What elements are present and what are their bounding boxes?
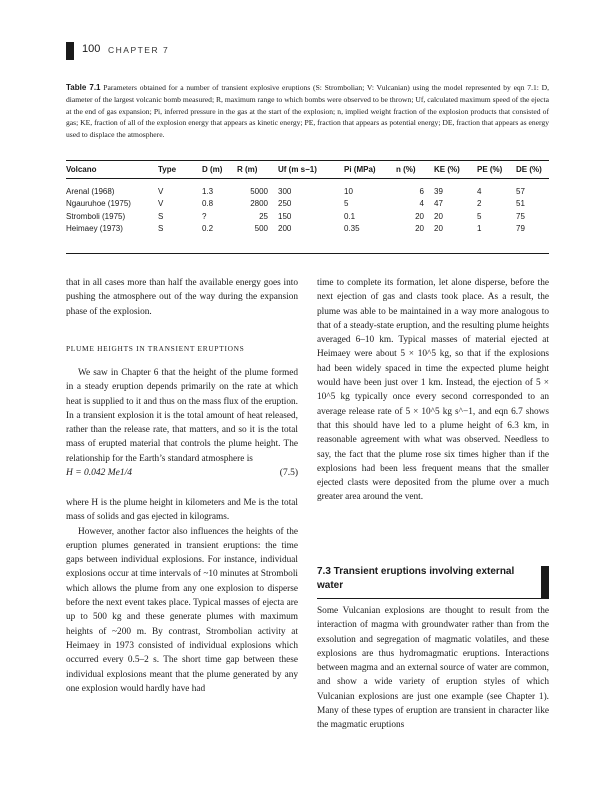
cell: 10 [344,186,353,196]
equation-7-5 [66,468,298,478]
running-head: CHAPTER 7 [108,45,170,55]
col-pi: Pi (MPa) [344,164,376,174]
col-ke: KE (%) [434,164,460,174]
cell: 57 [516,186,525,196]
cell: 4 [419,199,424,209]
col-type: Type [158,164,177,174]
cell: Stromboli (1975) [66,211,126,221]
col-pe: PE (%) [477,164,503,174]
col-de: DE (%) [516,164,542,174]
table-row [66,210,549,223]
right-para-1: time to complete its formation, let alone disperse, before the next ejection of gas and clasts took place. As a result, the plume was able to be maintained in a way more analogous to that of a steady-state eruption, and the resulting plume heights averaged 6–10 km. Typical masses of material ejected at Heimaey were about 5 × 10^5 kg, so that if the explosions had been widely spaced in time the expected plume height would have been just over 1 km. Instead, the ejection of 5 × 10^5 kg typically once every second corresponded to an average release rate of 5 × 10^5 kg s^−1, and eqn 6.7 shows that this should have led to a plume height of 6.3 km, in reasonable agreement with what was observed. Needless to say, the fact that the plume rose six times higher than if the explosions had been less frequent means that the smaller ejected clasts were deposited from the plume over a much greater area around the vent. [317,278,549,503]
cell: Heimaey (1973) [66,224,123,234]
table-bottom-rule [66,253,549,254]
header-bar [66,42,74,60]
left-para-1: that in all cases more than half the available energy goes into pushing the atmosphere out of the way during the expansion phase of the explosion. [66,278,298,317]
section-underline [317,598,549,599]
cell: 5 [344,199,349,209]
cell: 1.3 [202,186,214,196]
col-volcano: Volcano [66,164,97,174]
section-title-7-3: 7.3 Transient eruptions involving external water [317,566,515,591]
cell: 0.8 [202,199,214,209]
col-n: n (%) [396,164,416,174]
table-row [66,198,549,211]
cell: 25 [259,211,268,221]
cell: 150 [278,211,292,221]
table-row [66,223,549,236]
cell: 5000 [250,186,268,196]
cell: 0.1 [344,211,356,221]
cell: 47 [434,199,443,209]
cell: 2 [477,199,482,209]
cell: 51 [516,199,525,209]
cell: 20 [434,211,443,221]
cell: 20 [415,211,424,221]
section-heading-plume-heights: PLUME HEIGHTS IN TRANSIENT ERUPTIONS [66,344,245,353]
cell: 79 [516,224,525,234]
left-para-3 [66,496,298,696]
cell: 500 [254,224,268,234]
section-marker-bar [541,566,549,598]
cell: ? [202,211,207,221]
cell: 39 [434,186,443,196]
table-label: Table 7.1 [66,83,101,92]
another-factor-paragraph: However, another factor also influences the heights of the eruption plumes generated in transient eruptions: the time gaps between individual explosions. For instance, individual explosions occur at time intervals of ~10 minutes at Stromboli which allows the plume from any one explosion to disperse before the next event takes place. Typical masses of ejecta are up to 500 kg and these generate plumes with maximum heights of ~200 m. By contrast, Strombolian activity at Heimaey in 1973 consisted of individual explosions which occurred every 0.5–2 s. The short time gap between these individual explosions meant that the plume generated by any one explosion would hardly have had [66,526,298,694]
plume-heights-paragraph: We saw in Chapter 6 that the height of the plume formed in a steady eruption depends primarily on the rate at which heat is supplied to it and thus on the mass flux of the eruption. In a transient explosion it is the total amount of heat released, rather than the release rate, that matters, and so it is the total mass of erupted material that controls the plume height. The relationship for the Earth’s standard atmosphere is [66,368,298,464]
table-row [66,185,549,198]
table-caption [66,82,549,141]
cell: 300 [278,186,292,196]
cell: 5 [477,211,482,221]
cell: 20 [434,224,443,234]
cell: 6 [419,186,424,196]
cell: S [158,224,164,234]
left-para-2 [66,366,298,466]
cell: 0.2 [202,224,214,234]
cell: Arenal (1968) [66,186,115,196]
table-caption-text: Parameters obtained for a number of transient explosive eruptions (S: Strombolian; V: Vulcanian) using the model represented by eqn 7.1: D, diameter of the largest volcanic bomb measured; R, maximum range to which bombs were observed to be thrown; Uf, calculated maximum speed of the ejecta at the end of gas expansion; Pi, inferred pressure in the gas at the start of the explosion; n, implied weight fraction of the explosion products that consisted of gas; KE, fraction of all of the explosion energy that appears as kinetic energy; PE, fraction that appears as potential energy; DE, fraction that appears as energy used to displace the atmosphere. [66,83,549,140]
equation-number: (7.5) [279,468,298,478]
cell: V [158,186,164,196]
cell: Ngauruhoe (1975) [66,199,131,209]
col-d: D (m) [202,164,223,174]
cell: 1 [477,224,482,234]
table-header-row [66,160,549,179]
cell: S [158,211,164,221]
cell: 75 [516,211,525,221]
col-uf: Uf (m s−1) [278,164,317,174]
equation-text: H = 0.042 Me1/4 [66,468,133,478]
cell: 2800 [250,199,268,209]
cell: V [158,199,164,209]
cell: 0.35 [344,224,360,234]
page-number: 100 [82,43,101,55]
where-paragraph: where H is the plume height in kilometers and Me is the total mass of solids and gas ejected in kilograms. [66,498,298,523]
col-r: R (m) [237,164,258,174]
cell: 4 [477,186,482,196]
right-para-2: Some Vulcanian explosions are thought to result from the interaction of magma with groundwater rather than from the exsolution and segregation of magmatic volatiles, and these explosions are thus hydromagmatic eruptions. Interactions between magma and an external source of water are common, and show a wide variety of eruption styles of which Vulcanian explosions are just one example (see Chapter 1). Many of these types of eruption are transient in character like the magmatic eruptions [317,606,549,731]
cell: 200 [278,224,292,234]
cell: 250 [278,199,292,209]
parameters-table [66,160,549,235]
cell: 20 [415,224,424,234]
